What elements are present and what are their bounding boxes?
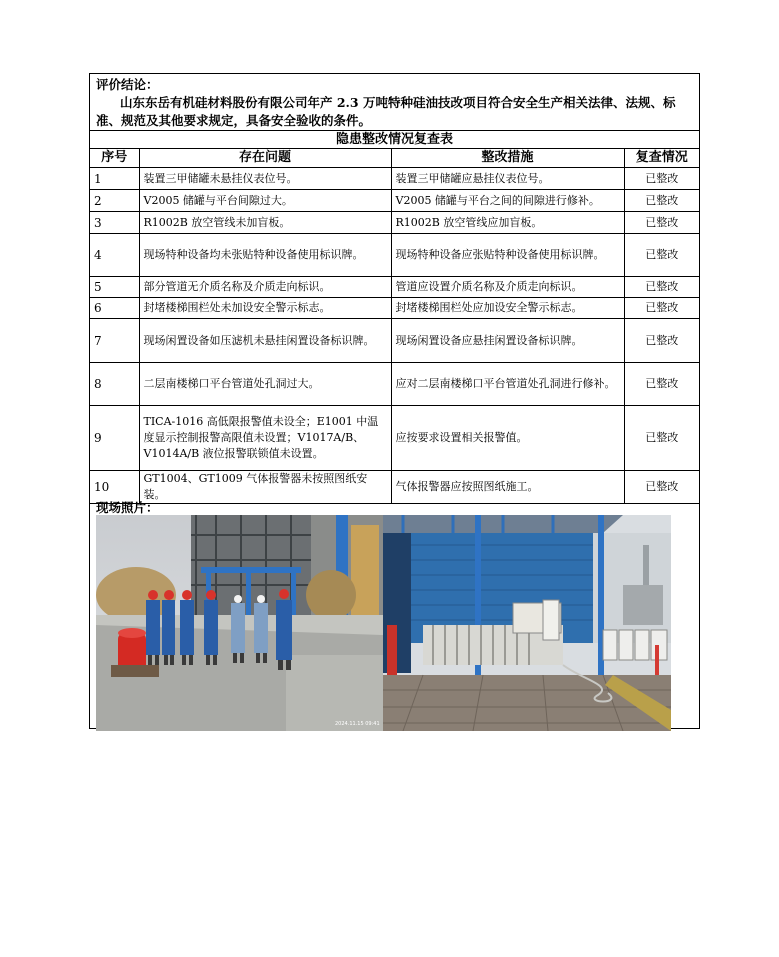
conclusion-block bbox=[90, 74, 699, 131]
table-title: 隐患整改情况复查表 bbox=[90, 131, 699, 149]
photo-timestamp: 2024.11.15 09:41 bbox=[335, 721, 380, 727]
table-row bbox=[90, 212, 699, 234]
row-measure: R1002B 放空管线应加盲板。 bbox=[391, 212, 624, 234]
row-issue: GT1004、GT1009 气体报警器未按照图纸安装。 bbox=[139, 471, 391, 504]
row-status: 已整改 bbox=[624, 406, 699, 471]
table-row bbox=[90, 363, 699, 406]
row-status: 已整改 bbox=[624, 471, 699, 504]
table-row bbox=[90, 190, 699, 212]
row-status: 已整改 bbox=[624, 212, 699, 234]
header-issue: 存在问题 bbox=[139, 149, 391, 168]
row-no: 2 bbox=[90, 190, 139, 212]
row-issue: V2005 储罐与平台间隙过大。 bbox=[139, 190, 391, 212]
row-measure: 装置三甲储罐应悬挂仪表位号。 bbox=[391, 168, 624, 190]
row-no: 10 bbox=[90, 471, 139, 504]
table-row bbox=[90, 234, 699, 277]
table-row bbox=[90, 298, 699, 319]
row-measure: 应对二层南楼梯口平台管道处孔洞进行修补。 bbox=[391, 363, 624, 406]
row-issue: 部分管道无介质名称及介质走向标识。 bbox=[139, 277, 391, 298]
row-no: 3 bbox=[90, 212, 139, 234]
header-status: 复查情况 bbox=[624, 149, 699, 168]
conclusion-text: 山东东岳有机硅材料股份有限公司年产 2.3 万吨特种硅油技改项目符合安全生产相关法律、法规、标准、规范及其他要求规定，具备安全验收的条件。 bbox=[96, 95, 676, 128]
table-header-row bbox=[90, 149, 699, 168]
site-photo-workers bbox=[96, 515, 383, 731]
row-issue: 封堵楼梯围栏处未加设安全警示标志。 bbox=[139, 298, 391, 319]
site-photo-workers-image bbox=[96, 515, 383, 731]
row-no: 5 bbox=[90, 277, 139, 298]
row-no: 6 bbox=[90, 298, 139, 319]
site-photo-filter-press-image bbox=[383, 515, 671, 731]
photos-label: 现场照片： bbox=[96, 500, 159, 515]
row-issue: R1002B 放空管线未加盲板。 bbox=[139, 212, 391, 234]
row-no: 9 bbox=[90, 406, 139, 471]
row-no: 4 bbox=[90, 234, 139, 277]
table-row bbox=[90, 168, 699, 190]
row-measure: 气体报警器应按照图纸施工。 bbox=[391, 471, 624, 504]
row-no: 7 bbox=[90, 319, 139, 363]
conclusion-heading: 评价结论： bbox=[96, 77, 159, 92]
row-no: 8 bbox=[90, 363, 139, 406]
row-measure: 管道应设置介质名称及介质走向标识。 bbox=[391, 277, 624, 298]
header-measure: 整改措施 bbox=[391, 149, 624, 168]
table-row bbox=[90, 319, 699, 363]
row-issue: TICA-1016 高低限报警值未设全；E1001 中温度显示控制报警高限值未设置；V1017A/B、V1014A/B 液位报警联锁值未设置。 bbox=[139, 406, 391, 471]
evaluation-frame bbox=[89, 73, 700, 729]
table-row bbox=[90, 277, 699, 298]
rectification-table bbox=[90, 149, 699, 504]
row-status: 已整改 bbox=[624, 234, 699, 277]
table-row bbox=[90, 406, 699, 471]
row-status: 已整改 bbox=[624, 190, 699, 212]
row-status: 已整改 bbox=[624, 168, 699, 190]
row-measure: 现场特种设备应张贴特种设备使用标识牌。 bbox=[391, 234, 624, 277]
row-issue: 二层南楼梯口平台管道处孔洞过大。 bbox=[139, 363, 391, 406]
row-measure: 现场闲置设备应悬挂闲置设备标识牌。 bbox=[391, 319, 624, 363]
row-status: 已整改 bbox=[624, 319, 699, 363]
row-status: 已整改 bbox=[624, 363, 699, 406]
table-row bbox=[90, 471, 699, 504]
header-no: 序号 bbox=[90, 149, 139, 168]
row-measure: 应按要求设置相关报警值。 bbox=[391, 406, 624, 471]
site-photo-filter-press bbox=[383, 515, 671, 731]
row-status: 已整改 bbox=[624, 277, 699, 298]
row-issue: 装置三甲储罐未悬挂仪表位号。 bbox=[139, 168, 391, 190]
row-measure: V2005 储罐与平台之间的间隙进行修补。 bbox=[391, 190, 624, 212]
row-measure: 封堵楼梯围栏处应加设安全警示标志。 bbox=[391, 298, 624, 319]
row-status: 已整改 bbox=[624, 298, 699, 319]
row-no: 1 bbox=[90, 168, 139, 190]
row-issue: 现场闲置设备如压滤机未悬挂闲置设备标识牌。 bbox=[139, 319, 391, 363]
row-issue: 现场特种设备均未张贴特种设备使用标识牌。 bbox=[139, 234, 391, 277]
